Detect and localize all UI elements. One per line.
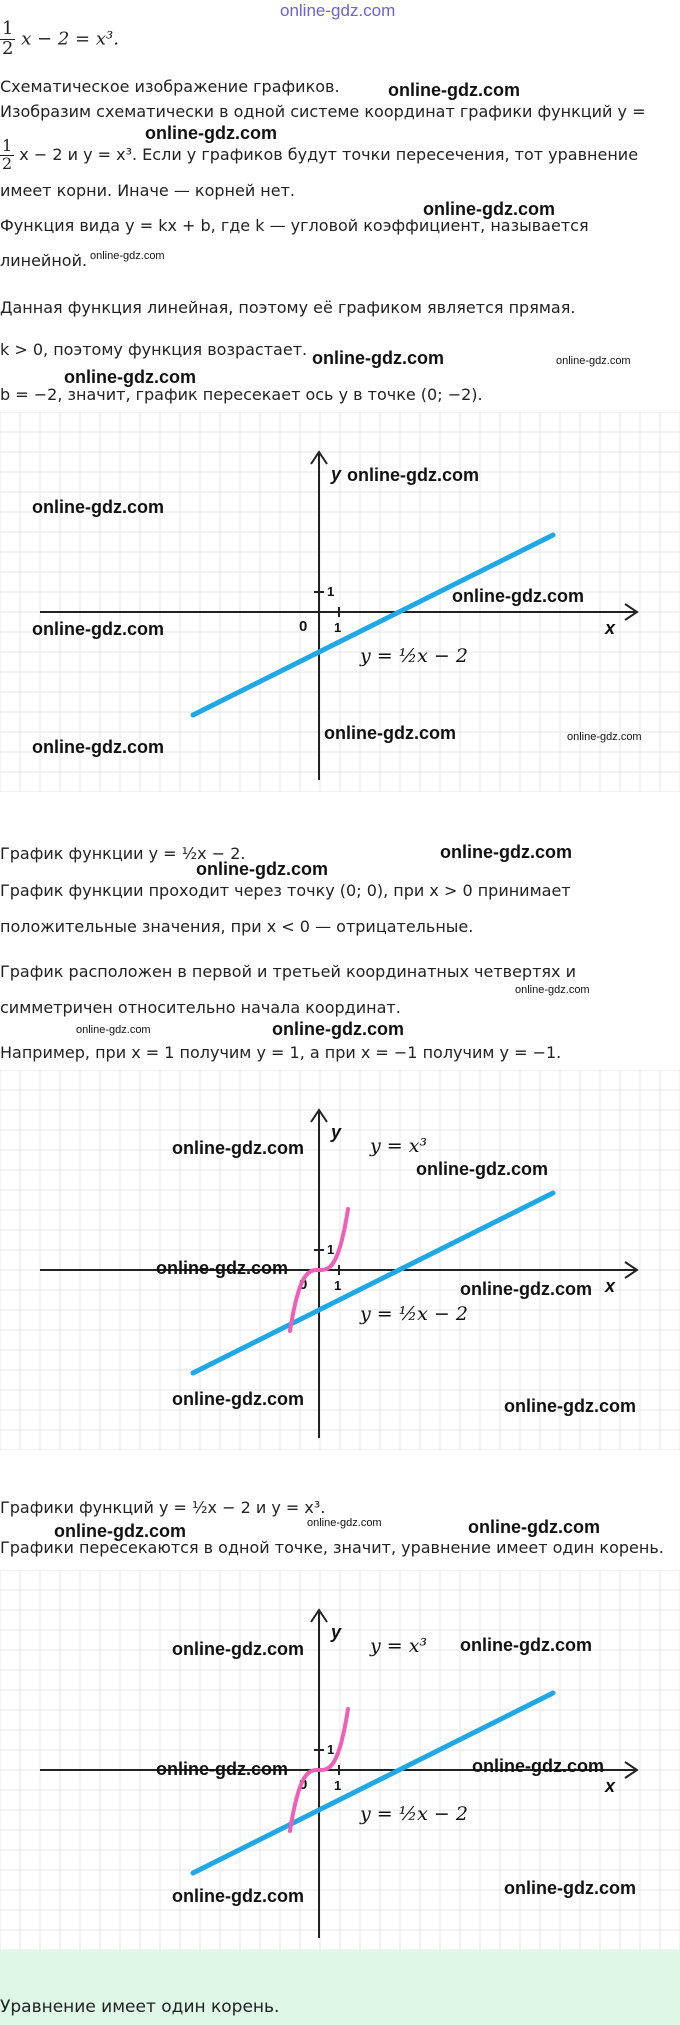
y-axis-label: y [331, 1122, 342, 1142]
paragraph-16: Графики функций y = ½x − 2 и y = x³. [0, 1498, 326, 1517]
paragraph-8: k > 0, поэтому функция возрастает. [0, 340, 308, 359]
origin-label: 0 [299, 1276, 308, 1293]
paragraph-5: Функция вида y = kx + b, где k — угловой коэффициент, называется [0, 216, 589, 235]
paragraph-9: b = −2, значит, график пересекает ось y в точке (0; −2). [0, 385, 483, 404]
y-tick-label: 1 [327, 1242, 335, 1257]
paragraph-3-text: x − 2 и y = x³. Если у графиков будут точки пересечения, тот уравнение [19, 144, 639, 164]
watermark: online-gdz.com [272, 1019, 404, 1039]
watermark: online-gdz.com [172, 1639, 304, 1659]
watermark: online-gdz.com [196, 859, 328, 879]
watermark: online-gdz.com [156, 1759, 288, 1779]
equation-fraction: $\frac{1}{2}$ [2, 18, 14, 59]
graph-line-and-cubic [0, 1070, 680, 1450]
x-axis-label: x [605, 1276, 616, 1296]
watermark: online-gdz.com [452, 586, 584, 606]
paragraph-13: График расположен в первой и третьей координатных четвертях и [0, 962, 576, 981]
watermark: online-gdz.com [567, 731, 642, 743]
linear-function-label: y = ½x − 2 [360, 1803, 468, 1825]
paragraph-10: График функции y = ½x − 2. [0, 844, 246, 863]
watermark: online-gdz.com [472, 1756, 604, 1776]
paragraph-14: симметричен относительно начала координат. [0, 998, 401, 1017]
paragraph-6: линейной. [0, 251, 88, 270]
watermark: online-gdz.com [324, 723, 456, 743]
y-axis-label: y [331, 464, 342, 484]
paragraph-4: имеет корни. Иначе — корней нет. [0, 181, 296, 200]
paragraph-3 [0, 138, 638, 173]
answer-text: Уравнение имеет один корень. [0, 1997, 280, 2017]
y-tick-label: 1 [327, 1742, 335, 1757]
watermark: online-gdz.com [172, 1886, 304, 1906]
watermark: online-gdz.com [460, 1635, 592, 1655]
equation-rest: x − 2 = x³. [21, 28, 119, 50]
watermark: online-gdz.com [504, 1396, 636, 1416]
x-axis-label: x [605, 618, 616, 638]
watermark: online-gdz.com [145, 123, 277, 143]
paragraph-7: Данная функция линейная, поэтому её графиком является прямая. [0, 298, 576, 317]
linear-function-label: y = ½x − 2 [360, 645, 468, 667]
watermark: online-gdz.com [312, 348, 444, 368]
watermark: online-gdz.com [423, 199, 555, 219]
linear-function-line [193, 1693, 553, 1873]
watermark: online-gdz.com [32, 619, 164, 639]
watermark: online-gdz.com [172, 1389, 304, 1409]
linear-function-label: y = ½x − 2 [360, 1303, 468, 1325]
x-axis-label: x [605, 1776, 616, 1796]
origin-label: 0 [299, 618, 308, 635]
watermark: online-gdz.com [440, 842, 572, 862]
x-tick-label: 1 [334, 1278, 342, 1293]
linear-function-line [193, 535, 553, 715]
watermark: online-gdz.com [388, 80, 520, 100]
cubic-function-label: y = x³ [370, 1135, 428, 1157]
watermark-top: online-gdz.com [280, 1, 396, 20]
watermark: online-gdz.com [468, 1517, 600, 1537]
paragraph-17: Графики пересекаются в одной точке, значит, уравнение имеет один корень. [0, 1538, 664, 1557]
paragraph-12: положительные значения, при x < 0 — отрицательные. [0, 917, 474, 936]
paragraph-1: Схематическое изображение графиков. [0, 77, 340, 96]
paragraph-2: Изобразим схематически в одной системе координат графики функций y = [0, 102, 646, 121]
watermark: online-gdz.com [307, 1517, 382, 1529]
watermark: online-gdz.com [515, 984, 590, 996]
watermark: online-gdz.com [32, 737, 164, 757]
watermark: online-gdz.com [347, 465, 479, 485]
watermark: online-gdz.com [416, 1159, 548, 1179]
watermark: online-gdz.com [90, 250, 165, 262]
y-tick-label: 1 [327, 584, 335, 599]
fraction-half: $\frac{1}{2}$ [2, 136, 13, 173]
watermark: online-gdz.com [156, 1258, 288, 1278]
paragraph-11: График функции проходит через точку (0; 0), при x > 0 принимает [0, 881, 571, 900]
watermark: online-gdz.com [556, 355, 631, 367]
x-tick-label: 1 [334, 620, 342, 635]
origin-label: 0 [299, 1776, 308, 1793]
watermark: online-gdz.com [504, 1878, 636, 1898]
watermark: online-gdz.com [54, 1521, 186, 1541]
paragraph-15: Например, при x = 1 получим y = 1, а при x = −1 получим y = −1. [0, 1043, 562, 1062]
y-axis-label: y [331, 1622, 342, 1642]
watermark: online-gdz.com [76, 1024, 151, 1036]
x-tick-label: 1 [334, 1778, 342, 1793]
answer-box [0, 1950, 680, 2025]
watermark: online-gdz.com [460, 1279, 592, 1299]
watermark: online-gdz.com [32, 497, 164, 517]
watermark: online-gdz.com [172, 1138, 304, 1158]
watermark: online-gdz.com [64, 367, 196, 387]
equation [0, 20, 119, 59]
cubic-function-label: y = x³ [370, 1635, 428, 1657]
